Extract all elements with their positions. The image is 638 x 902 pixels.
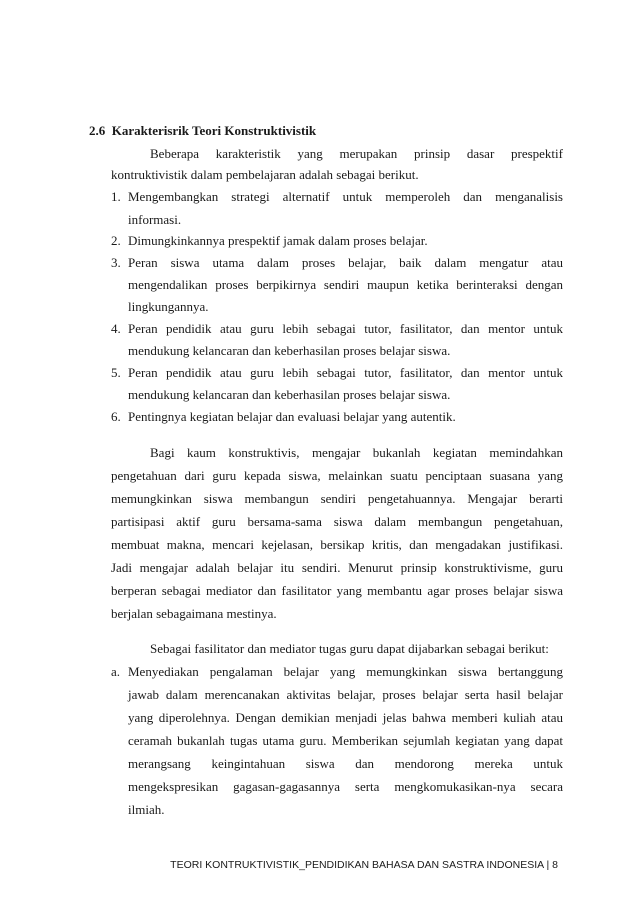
- intro-line-1: Beberapa karakteristik yang merupakan prinsip dasar prespektif: [150, 146, 563, 161]
- section-title: Karakterisrik Teori Konstruktivistik: [111, 123, 317, 138]
- paragraph-2-line-4: partisipasi aktif guru bersama-sama siswa dalam membangun pengetahuan,: [111, 514, 563, 529]
- list-item-2-line-1: Dimungkinkannya prespektif jamak dalam proses belajar.: [128, 233, 428, 248]
- lettered-item-a-line-7: ilmiah.: [128, 802, 165, 817]
- list-marker-6: 6.: [111, 409, 121, 424]
- list-marker-5: 5.: [111, 365, 121, 380]
- list-item-6-line-1: Pentingnya kegiatan belajar dan evaluasi belajar yang autentik.: [128, 409, 456, 424]
- list-item-5-line-1: Peran pendidik atau guru lebih sebagai tutor, fasilitator, dan mentor untuk: [128, 365, 563, 380]
- paragraph-2-line-5: membuat makna, mencari kejelasan, bersikap kritis, dan mengadakan justifikasi.: [111, 537, 563, 552]
- list-marker-3: 3.: [111, 255, 121, 270]
- paragraph-2-line-8: berjalan sebagaimana mestinya.: [111, 606, 277, 621]
- lettered-marker-a: a.: [111, 664, 121, 679]
- list-item-3-line-1: Peran siswa utama dalam proses belajar, baik dalam mengatur atau: [128, 255, 563, 270]
- lettered-item-a-line-3: yang diperolehnya. Dengan demikian menjadi jelas bahwa memberi kuliah atau: [128, 710, 563, 725]
- paragraph-3-line-1: Sebagai fasilitator dan mediator tugas guru dapat dijabarkan sebagai berikut:: [150, 641, 549, 656]
- lettered-item-a-line-1: Menyediakan pengalaman belajar yang memungkinkan siswa bertanggung: [128, 664, 563, 679]
- list-marker-2: 2.: [111, 233, 121, 248]
- list-marker-4: 4.: [111, 321, 121, 336]
- paragraph-2-line-3: memungkinkan siswa membangun sendiri pengetahuannya. Mengajar berarti: [111, 491, 563, 506]
- list-item-3-line-3: lingkungannya.: [128, 299, 209, 314]
- section-heading: [89, 123, 316, 139]
- list-item-3-line-2: mengendalikan proses berpikirnya sendiri maupun ketika berinteraksi dengan: [128, 277, 563, 292]
- paragraph-2-line-7: berperan sebagai mediator dan fasilitator yang membantu agar proses belajar siswa: [111, 583, 563, 598]
- lettered-item-a-line-6: mengekspresikan gagasan-gagasannya serta mengkomukasikan-nya secara: [128, 779, 563, 794]
- lettered-item-a-line-2: jawab dalam merencanakan aktivitas belajar, proses belajar serta hasil belajar: [128, 687, 563, 702]
- list-item-1-line-1: Mengembangkan strategi alternatif untuk memperoleh dan menganalisis: [128, 189, 563, 204]
- paragraph-2-line-2: pengetahuan dari guru kepada siswa, melainkan suatu penciptaan suasana yang: [111, 468, 563, 483]
- section-number: 2.6: [89, 123, 106, 138]
- list-item-1-line-2: informasi.: [128, 212, 182, 227]
- list-marker-1: 1.: [111, 189, 121, 204]
- paragraph-2-line-1: Bagi kaum konstruktivis, mengajar bukanlah kegiatan memindahkan: [150, 445, 563, 460]
- lettered-item-a-line-4: ceramah bukanlah tugas utama guru. Memberikan sejumlah kegiatan yang dapat: [128, 733, 563, 748]
- lettered-item-a-line-5: merangsang keingintahuan siswa dan mendorong mereka untuk: [128, 756, 563, 771]
- intro-line-2: kontruktivistik dalam pembelajaran adalah sebagai berikut.: [111, 167, 419, 182]
- list-item-4-line-2: mendukung kelancaran dan keberhasilan proses belajar siswa.: [128, 343, 451, 358]
- list-item-5-line-2: mendukung kelancaran dan keberhasilan proses belajar siswa.: [128, 387, 451, 402]
- list-item-4-line-1: Peran pendidik atau guru lebih sebagai tutor, fasilitator, dan mentor untuk: [128, 321, 563, 336]
- paragraph-2-line-6: Jadi mengajar adalah belajar itu sendiri. Menurut prinsip konstruktivisme, guru: [111, 560, 563, 575]
- page-footer: TEORI KONTRUKTIVISTIK_PENDIDIKAN BAHASA DAN SASTRA INDONESIA | 8: [170, 859, 558, 871]
